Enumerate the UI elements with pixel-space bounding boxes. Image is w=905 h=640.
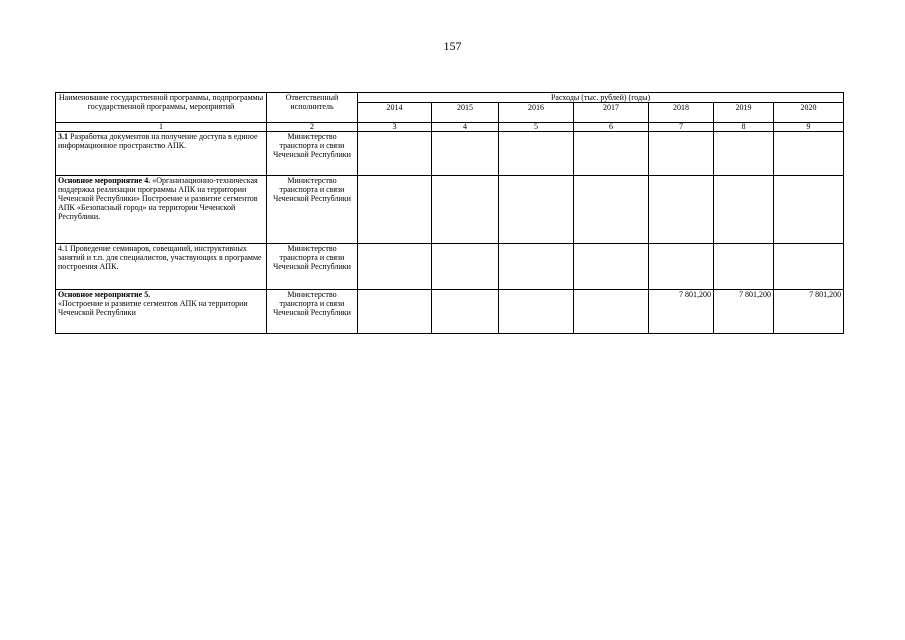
activity-text: 4.1 Проведение семинаров, совещаний, инструктивных занятий и т.п. для специалистов, участвующих в программе построения АПК.	[58, 244, 262, 271]
column-number: 8	[714, 123, 774, 132]
table-row	[56, 244, 844, 290]
value-2019	[714, 244, 774, 290]
executor: Министерство транспорта и связи Чеченской Республики	[267, 176, 358, 244]
column-number: 1	[56, 123, 267, 132]
value-2014	[358, 176, 432, 244]
table-row	[56, 176, 844, 244]
page-number: 157	[443, 39, 462, 53]
header-executor: Ответственный исполнитель	[267, 93, 358, 123]
value-2015	[432, 132, 499, 176]
activity-text: «Построение и развитие сегментов АПК на территории Чеченской Республики	[58, 299, 248, 317]
value-2020: 7 801,200	[774, 290, 844, 334]
value-2019: 7 801,200	[714, 290, 774, 334]
expenses-table	[55, 92, 844, 334]
value-2018: 7 801,200	[649, 290, 714, 334]
value-2016	[499, 176, 574, 244]
value-2019	[714, 176, 774, 244]
value-2014	[358, 290, 432, 334]
executor: Министерство транспорта и связи Чеченской Республики	[267, 132, 358, 176]
column-number: 6	[574, 123, 649, 132]
activity-name	[56, 132, 267, 176]
value-2015	[432, 290, 499, 334]
table-row	[56, 290, 844, 334]
value-2020	[774, 132, 844, 176]
value-2017	[574, 290, 649, 334]
header-year: 2015	[432, 103, 499, 123]
column-number-row	[56, 123, 844, 132]
column-number: 9	[774, 123, 844, 132]
value-2014	[358, 132, 432, 176]
column-number: 2	[267, 123, 358, 132]
header-name: Наименование государственной программы, подпрограммы государственной программы, мероприятий	[56, 93, 267, 123]
value-2017	[574, 176, 649, 244]
column-number: 7	[649, 123, 714, 132]
activity-number: Основное мероприятие 5.	[58, 290, 151, 299]
value-2018	[649, 176, 714, 244]
value-2020	[774, 176, 844, 244]
activity-name	[56, 244, 267, 290]
activity-number: 3.1	[58, 132, 68, 141]
column-number: 4	[432, 123, 499, 132]
value-2016	[499, 132, 574, 176]
value-2017	[574, 244, 649, 290]
activity-text: «Организационно-техническая поддержка реализации программы АПК на территории Чеченской Республики» Построение и развитие сегментов АПК «Безопасный город» на территории Чеченской Республики.	[58, 176, 258, 221]
header-year: 2017	[574, 103, 649, 123]
header-expenses: Расходы (тыс. рублей) (годы)	[358, 93, 844, 103]
executor: Министерство транспорта и связи Чеченской Республики	[267, 244, 358, 290]
value-2017	[574, 132, 649, 176]
header-year: 2016	[499, 103, 574, 123]
executor: Министерство транспорта и связи Чеченской Республики	[267, 290, 358, 334]
column-number: 5	[499, 123, 574, 132]
header-year: 2018	[649, 103, 714, 123]
table-row	[56, 132, 844, 176]
value-2015	[432, 244, 499, 290]
value-2016	[499, 290, 574, 334]
activity-text: Разработка документов на получение доступа в единое информационное пространство АПК.	[58, 132, 258, 150]
activity-name	[56, 290, 267, 334]
activity-name	[56, 176, 267, 244]
value-2020	[774, 244, 844, 290]
header-row-1	[56, 93, 844, 103]
column-number: 3	[358, 123, 432, 132]
header-year: 2020	[774, 103, 844, 123]
value-2019	[714, 132, 774, 176]
value-2018	[649, 244, 714, 290]
activity-number: Основное мероприятие 4.	[58, 176, 151, 185]
header-year: 2014	[358, 103, 432, 123]
value-2016	[499, 244, 574, 290]
value-2014	[358, 244, 432, 290]
header-year: 2019	[714, 103, 774, 123]
value-2015	[432, 176, 499, 244]
value-2018	[649, 132, 714, 176]
